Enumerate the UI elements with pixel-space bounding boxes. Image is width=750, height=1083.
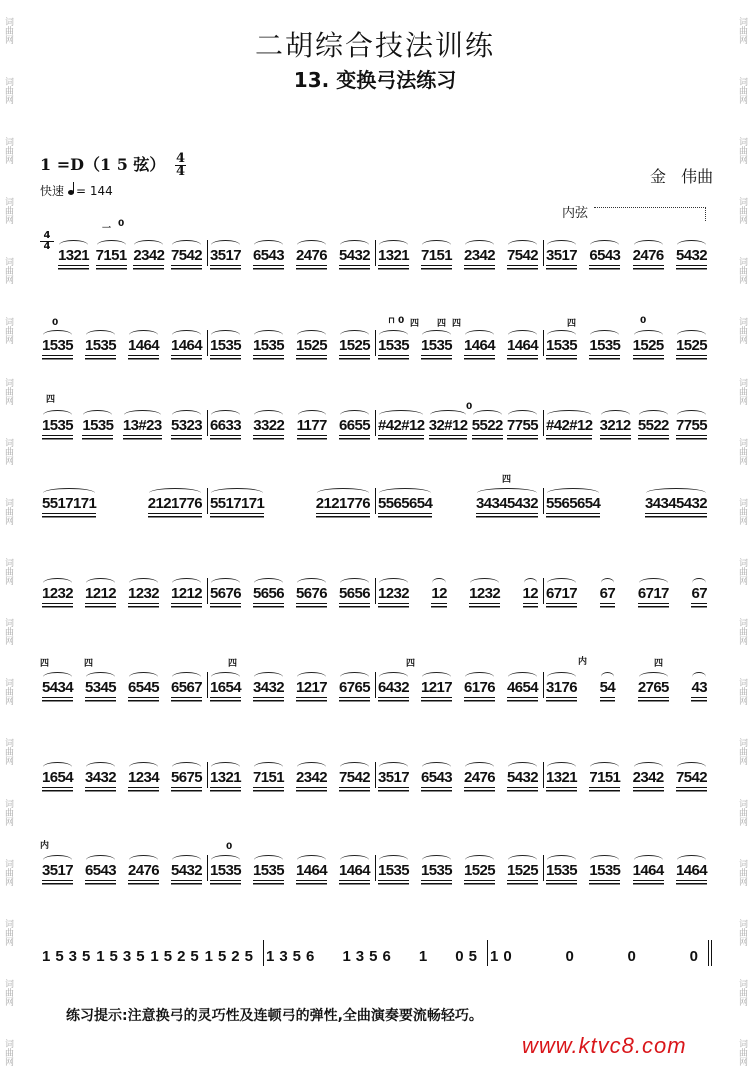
note-group: 7542 [507, 247, 538, 264]
note-group: 5517171 [42, 495, 97, 512]
note-group: 6543 [85, 862, 116, 879]
fingering-mark: 四 [437, 319, 447, 329]
measure [40, 410, 208, 436]
fingering-mark: 0 [52, 318, 59, 328]
note-group: 5432 [507, 769, 538, 786]
note-group: 5656 [253, 585, 284, 602]
note-group: 1535 [589, 337, 621, 354]
note-group: 7151 [253, 769, 284, 786]
note-group: 32#12 [428, 417, 468, 434]
note-group: 12 [522, 585, 538, 602]
note-group: 5676 [210, 585, 241, 602]
note-group: 54 [599, 679, 616, 696]
measure [488, 940, 712, 966]
note-group: 1535 [96, 948, 150, 965]
note-group: 5656 [339, 585, 370, 602]
note-group: 6717 [546, 585, 577, 602]
watermark-text: 词曲网 [737, 798, 747, 826]
note-group: 2121776 [147, 495, 202, 512]
measure [376, 578, 544, 604]
measure [544, 855, 712, 881]
note-group: 3517 [378, 769, 409, 786]
measure [376, 330, 544, 356]
note-group: 05 [455, 948, 482, 965]
fingering-mark: 0 [398, 316, 405, 326]
note-group: 2476 [128, 862, 159, 879]
measure [544, 240, 712, 266]
measure [376, 672, 544, 698]
note-group: 1525 [507, 862, 538, 879]
note-group: 2342 [632, 769, 664, 786]
note-group: 2765 [637, 679, 669, 696]
watermark-text: 词曲网 [737, 618, 747, 646]
watermark-text: 词曲网 [737, 858, 747, 886]
note-group: 3517 [546, 247, 577, 264]
note-group: 1 [418, 948, 433, 965]
note-group: 6545 [128, 679, 159, 696]
measure [544, 672, 712, 698]
composer-credit: 金 伟曲 [650, 167, 714, 186]
note-group: 3517 [42, 862, 73, 879]
measure [376, 240, 544, 266]
note-group: 6432 [378, 679, 409, 696]
key-signature [40, 152, 186, 178]
measure [208, 240, 376, 266]
watermark-text: 词曲网 [3, 76, 13, 104]
note-group: 1232 [469, 585, 501, 602]
watermark-text: 词曲网 [737, 257, 747, 285]
practice-tip: 练习提示:注意换弓的灵巧性及连顿弓的弹性,全曲演奏要流畅轻巧。 [66, 1008, 483, 1024]
note-group: 3517 [210, 247, 241, 264]
watermark-text: 词曲网 [3, 557, 13, 585]
note-group: 1217 [296, 679, 327, 696]
note-group: 3212 [599, 417, 631, 434]
measure [376, 410, 544, 436]
watermark-text: 词曲网 [3, 798, 13, 826]
note-group: 7542 [675, 769, 707, 786]
fingering-mark: 四 [406, 659, 416, 669]
watermark-text: 词曲网 [3, 678, 13, 706]
note-group: 1232 [378, 585, 409, 602]
measure [40, 762, 208, 788]
note-group: 1321 [58, 247, 89, 264]
note-group: 5432 [171, 862, 202, 879]
note-group: 1535 [253, 862, 284, 879]
watermark-text: 词曲网 [3, 136, 13, 164]
fingering-mark: 0 [640, 316, 647, 326]
measure [40, 330, 208, 356]
note-group: 1464 [507, 337, 538, 354]
watermark-text: 词曲网 [3, 437, 13, 465]
note-group: 13#23 [122, 417, 162, 434]
left-watermark-column [0, 0, 16, 1083]
note-group: 1535 [589, 862, 621, 879]
fingering-mark: 0 [466, 402, 473, 412]
note-group: 3432 [85, 769, 116, 786]
fingering-mark: 四 [654, 659, 664, 669]
note-group: 1535 [82, 417, 114, 434]
note-group: 7151 [95, 247, 127, 264]
note-group: 1535 [378, 337, 409, 354]
note-group: 34345432 [476, 495, 538, 512]
note-group: 5323 [171, 417, 202, 434]
note-group: 5675 [171, 769, 202, 786]
watermark-text: 词曲网 [737, 497, 747, 525]
note-group: 7755 [507, 417, 538, 434]
inner-string-extension-end [705, 207, 706, 221]
fingering-mark: 内 [40, 841, 50, 851]
watermark-text: 词曲网 [3, 618, 13, 646]
note-group: 1464 [675, 862, 707, 879]
watermark-text: 词曲网 [737, 136, 747, 164]
note-group: 1525 [296, 337, 327, 354]
note-group: 12 [431, 585, 447, 602]
note-group: #42#12 [546, 417, 593, 434]
note-group: 1525 [150, 948, 204, 965]
score-row [40, 578, 712, 604]
score-row [40, 230, 712, 266]
watermark-text: 词曲网 [737, 16, 747, 44]
note-group: 0 [565, 948, 579, 965]
note-group: 2476 [464, 769, 495, 786]
note-group: 5432 [675, 247, 707, 264]
note-group: 1525 [632, 337, 664, 354]
note-group: 1232 [128, 585, 159, 602]
fingering-mark: 四 [452, 319, 462, 329]
time-signature-numerator: 4 [175, 151, 186, 166]
note-group: 1356 [266, 948, 320, 965]
note-group: 1525 [464, 862, 495, 879]
watermark-text: 词曲网 [737, 738, 747, 766]
note-group: 1321 [378, 247, 409, 264]
inline-time-signature [40, 231, 54, 252]
note-group: 1535 [85, 337, 116, 354]
note-group: 6543 [589, 247, 621, 264]
score-row [40, 410, 712, 436]
measure [544, 410, 712, 436]
note-group: 5565654 [546, 495, 601, 512]
note-group: 1535 [546, 862, 577, 879]
note-group: 5432 [339, 247, 370, 264]
watermark-text: 词曲网 [3, 738, 13, 766]
note-group: 1654 [42, 769, 73, 786]
note-group: 1535 [210, 862, 241, 879]
score-row [40, 488, 712, 514]
note-group: 7542 [171, 247, 202, 264]
note-group: 67 [599, 585, 616, 602]
inner-string-mark: 内弦 [562, 206, 589, 221]
note-group: 67 [691, 585, 707, 602]
measure [544, 330, 712, 356]
fingering-mark: 四 [40, 659, 50, 669]
note-group: 10 [490, 948, 517, 965]
tempo-marking [40, 182, 113, 199]
time-signature-denominator: 4 [175, 164, 186, 179]
fingering-mark: ⊓ [388, 316, 396, 326]
page-title: 二胡综合技法训练 [254, 29, 495, 62]
note-group: 1234 [128, 769, 159, 786]
measure [208, 855, 376, 881]
watermark-text: 词曲网 [737, 197, 747, 225]
note-group: 1321 [210, 769, 241, 786]
score-row [40, 855, 712, 881]
fingering-mark: 四 [228, 659, 238, 669]
note-group: 1525 [204, 948, 258, 965]
tempo-label: 快速 [40, 184, 65, 198]
note-group: 2476 [296, 247, 327, 264]
measure [40, 240, 208, 266]
note-group: 1535 [42, 337, 73, 354]
measure [208, 672, 376, 698]
watermark-text: 词曲网 [3, 377, 13, 405]
site-logo: www.ktvc8.com [522, 1033, 687, 1058]
note-group: 1535 [42, 948, 96, 965]
right-watermark-column [734, 0, 750, 1083]
note-group: 2342 [296, 769, 327, 786]
watermark-text: 词曲网 [3, 918, 13, 946]
fingering-mark: 四 [46, 395, 56, 405]
note-group: 1464 [128, 337, 159, 354]
note-group: 5434 [42, 679, 73, 696]
note-group: 0 [689, 948, 703, 965]
note-group: 5345 [85, 679, 116, 696]
note-group: 1654 [210, 679, 241, 696]
watermark-text: 词曲网 [737, 437, 747, 465]
note-group: 3322 [253, 417, 285, 434]
measure [376, 855, 544, 881]
note-group: 7542 [339, 769, 370, 786]
note-group: 3176 [546, 679, 577, 696]
note-group: 1217 [421, 679, 452, 696]
note-group: 7151 [421, 247, 452, 264]
note-group: 2342 [133, 247, 165, 264]
note-group: 1232 [42, 585, 73, 602]
measure [208, 330, 376, 356]
key-label: 1 =D（1 5 弦） [40, 155, 166, 174]
note-group: 1212 [171, 585, 202, 602]
note-group: 1464 [339, 862, 370, 879]
note-group: 1321 [546, 769, 577, 786]
inline-time-signature-denominator: 4 [43, 241, 51, 252]
note-group: 7151 [589, 769, 621, 786]
note-group: 7755 [676, 417, 707, 434]
watermark-text: 词曲网 [3, 16, 13, 44]
note-group: #42#12 [378, 417, 425, 434]
measure [40, 940, 264, 966]
watermark-text: 词曲网 [3, 497, 13, 525]
fingering-mark: 四 [502, 475, 512, 485]
measure [40, 855, 208, 881]
watermark-text: 词曲网 [3, 257, 13, 285]
measure [544, 762, 712, 788]
note-group: 2121776 [315, 495, 370, 512]
score-row [40, 330, 712, 356]
watermark-text: 词曲网 [737, 317, 747, 345]
measure [40, 488, 208, 514]
note-group: 2476 [632, 247, 664, 264]
measure [208, 488, 376, 514]
note-group: 1464 [171, 337, 202, 354]
note-group: 5676 [296, 585, 327, 602]
fingering-mark: 一 [102, 224, 112, 234]
note-group: 6543 [253, 247, 284, 264]
measure [376, 762, 544, 788]
watermark-text: 词曲网 [737, 76, 747, 104]
note-group: 6567 [171, 679, 202, 696]
watermark-text: 词曲网 [3, 979, 13, 1007]
note-group: 1464 [632, 862, 664, 879]
tempo-value: = 144 [76, 184, 113, 198]
note-group: 1535 [42, 417, 73, 434]
measure [264, 940, 488, 966]
note-group: 2342 [464, 247, 495, 264]
watermark-text: 词曲网 [737, 557, 747, 585]
measure [544, 488, 712, 514]
note-group: 6633 [210, 417, 241, 434]
watermark-text: 词曲网 [737, 377, 747, 405]
fingering-mark: 四 [84, 659, 94, 669]
watermark-text: 词曲网 [737, 678, 747, 706]
score-row [40, 672, 712, 698]
measure [208, 762, 376, 788]
measure [40, 578, 208, 604]
quarter-note-icon [68, 190, 74, 195]
score-row [40, 940, 712, 966]
note-group: 1464 [296, 862, 327, 879]
note-group: 5517171 [210, 495, 265, 512]
measure [376, 488, 544, 514]
note-group: 1535 [210, 337, 241, 354]
fingering-mark: 四 [410, 319, 420, 329]
note-group: 1535 [546, 337, 577, 354]
watermark-text: 词曲网 [3, 197, 13, 225]
time-signature [175, 153, 186, 178]
note-group: 6717 [637, 585, 669, 602]
watermark-text: 词曲网 [737, 979, 747, 1007]
fingering-mark: 0 [226, 842, 233, 852]
note-group: 4654 [507, 679, 538, 696]
note-group: 1212 [85, 585, 116, 602]
watermark-text: 词曲网 [3, 317, 13, 345]
note-group: 5565654 [378, 495, 433, 512]
measure [40, 672, 208, 698]
note-group: 34345432 [645, 495, 707, 512]
note-group: 6543 [421, 769, 452, 786]
fingering-mark: 0 [118, 219, 125, 229]
note-group: 6655 [339, 417, 370, 434]
piece-subtitle: 13. 变换弓法练习 [293, 68, 457, 92]
measure [544, 578, 712, 604]
fingering-mark: 四 [567, 319, 577, 329]
inline-time-signature-numerator: 4 [40, 231, 54, 242]
note-group: 5522 [471, 417, 503, 434]
watermark-text: 词曲网 [3, 858, 13, 886]
measure [208, 410, 376, 436]
note-group: 6176 [464, 679, 495, 696]
note-group: 1535 [421, 337, 452, 354]
note-group: 1525 [339, 337, 370, 354]
note-group: 5522 [637, 417, 669, 434]
note-group: 1525 [675, 337, 707, 354]
note-group: 1356 [342, 948, 396, 965]
watermark-text: 词曲网 [3, 1039, 13, 1067]
watermark-text: 词曲网 [737, 918, 747, 946]
measure [208, 578, 376, 604]
note-group: 1535 [253, 337, 284, 354]
note-group: 1177 [296, 417, 327, 434]
note-group: 6765 [339, 679, 370, 696]
inner-string-extension-line [594, 207, 706, 208]
note-group: 0 [627, 948, 641, 965]
note-group: 43 [691, 679, 707, 696]
note-group: 1464 [464, 337, 495, 354]
note-group: 3432 [253, 679, 284, 696]
watermark-text: 词曲网 [737, 1039, 747, 1067]
fingering-mark: 内 [578, 657, 588, 667]
note-group: 1535 [378, 862, 409, 879]
note-group: 1535 [421, 862, 452, 879]
score-row [40, 762, 712, 788]
